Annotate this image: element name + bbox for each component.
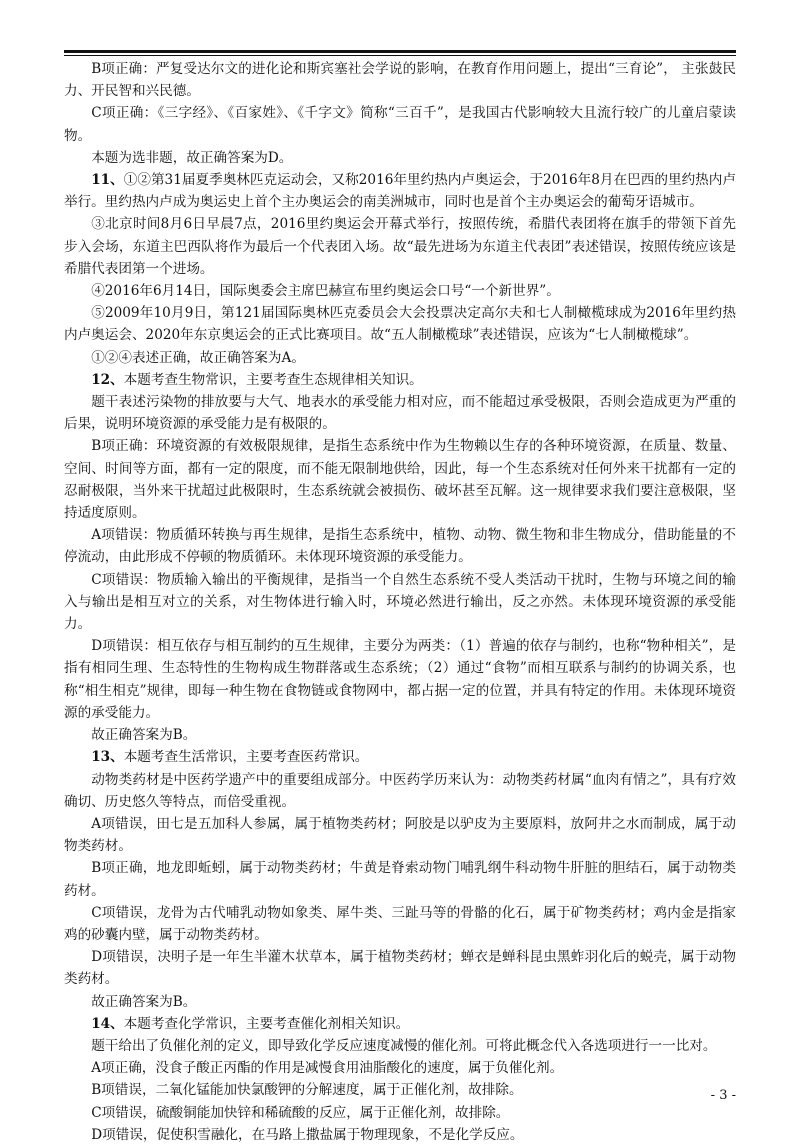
- paragraph: D项错误，决明子是一年生半灌木状草本，属于植物类药材；蝉衣是蝉科昆虫黑蚱羽化后的蜕壳，属于动物类药材。: [64, 949, 736, 988]
- page-number: - 3 -: [710, 1088, 736, 1103]
- question-12: [64, 369, 736, 391]
- paragraph: ④2016年6月14日，国际奥委会主席巴赫宣布里约奥运会口号“一个新世界”。: [91, 283, 560, 300]
- paragraph: B项正确，地龙即蚯蚓，属于动物类药材；牛黄是脊索动物门哺乳纲牛科动物牛肝脏的胆结石，属于动物类药材。: [64, 860, 736, 899]
- paragraph: A项正确，没食子酸正丙酯的作用是减慢食用油脂酸化的速度，属于负催化剂。: [91, 1060, 564, 1077]
- question-number: 11、: [91, 172, 124, 189]
- paragraph: B项错误，二氧化锰能加快氯酸钾的分解速度，属于正催化剂，故排除。: [91, 1082, 523, 1099]
- paragraph: 动物类药材是中医药学遗产中的重要组成部分。中医药学历来认为：动物类药材属“血肉有情之”，具有疗效确切、历史悠久等特点，而倍受重视。: [64, 771, 736, 810]
- question-number: 12、: [91, 371, 124, 388]
- paragraph: 题干给出了负催化剂的定义，即导致化学反应速度减慢的催化剂。可将此概念代入各选项进行一一比对。: [91, 1037, 717, 1054]
- paragraph-text: 本题考查生物常识，主要考查生态规律相关知识。: [123, 371, 423, 388]
- question-14: [64, 1013, 736, 1035]
- header-rule-thick: [64, 50, 736, 53]
- paragraph: ③北京时间8月6日早晨7点，2016里约奥运会开幕式举行，按照传统，希腊代表团将在旗手的带领下首先步入会场，东道主巴西队将作为最后一个代表团入场。故“最先进场为东道主代表团”表述错误，按照传统应该是希腊代表团第一个进场。: [64, 216, 736, 277]
- paragraph-text: 本题考查化学常识，主要考查催化剂相关知识。: [123, 1015, 410, 1032]
- paragraph: 题干表述污染物的排放要与大气、地表水的承受能力相对应，而不能超过承受极限，否则会造成更为严重的后果，说明环境资源的承受能力是有极限的。: [64, 394, 736, 433]
- paragraph: A项错误，田七是五加科人参属，属于植物类药材；阿胶是以驴皮为主要原料，放阿井之水而制成，属于动物类药材。: [64, 815, 736, 855]
- header-rule-thin: [64, 55, 736, 56]
- paragraph: ①②④表述正确，故正确答案为A。: [91, 349, 305, 366]
- paragraph: A项错误：物质循环转换与再生规律，是指生态系统中，植物、动物、微生物和非生物成分，借助能量的不停流动，由此形成不停顿的物质循环。未体现环境资源的承受能力。: [64, 527, 736, 566]
- paragraph: 故正确答案为B。: [91, 993, 197, 1010]
- paragraph: C项错误，龙骨为古代哺乳动物如象类、犀牛类、三趾马等的骨骼的化石，属于矿物类药材；鸡内金是指家鸡的砂囊内壁，属于动物类药材。: [64, 904, 736, 943]
- question-13: [64, 746, 736, 768]
- paragraph: C项错误，硫酸铜能加快锌和稀硫酸的反应，属于正催化剂，故排除。: [91, 1104, 510, 1121]
- paragraph: D项错误：相互依存与相互制约的互生规律，主要分为两类：（1）普遍的依存与制约，也称“物种相关”，是指有相同生理、生态特性的生物构成生物群落或生态系统；（2）通过“食物”而相互联系与制约的协调关系，也称“相生相克”规律，即每一种生物在食物链或食物网中，都占据一定的位置，并具有特定的作用。未体现环境资源的承受能力。: [64, 638, 736, 721]
- paragraph: B项正确：严复受达尔文的进化论和斯宾塞社会学说的影响，在教育作用问题上，提出“三育论”， 主张鼓民力、开民智和兴民德。: [64, 61, 736, 100]
- question-number: 13、: [91, 749, 124, 766]
- paragraph: ⑤2009年10月9日，第121届国际奥林匹克委员会大会投票决定高尔夫和七人制橄榄球成为2016年里约热内卢奥运会、2020年东京奥运会的正式比赛项目。故“五人制橄榄球”表述错误，应该为“七人制橄榄球”。: [64, 305, 736, 344]
- paragraph: C项错误：物质输入输出的平衡规律，是指当一个自然生态系统不受人类活动干扰时，生物与环境之间的输入与输出是相互对立的关系，对生物体进行输入时，环境必然进行输出，反之亦然。未体现环境资源的承受能力。: [64, 571, 736, 633]
- paragraph: B项正确：环境资源的有效极限规律，是指生态系统中作为生物赖以生存的各种环境资源，在质量、数量、空间、时间等方面，都有一定的限度，而不能无限制地供给，因此，每一个生态系统对任何外来干扰都有一定的忍耐极限，当外来干扰超过此极限时，生态系统就会被损伤、破坏甚至瓦解。这一规律要求我们要注意极限，坚持适度原则。: [64, 438, 736, 522]
- question-number: 14、: [91, 1015, 124, 1032]
- paragraph: C项正确：《三字经》、《百家姓》、《千字文》简称“三百千”，是我国古代影响较大且流行较广的儿童启蒙读物。: [64, 105, 736, 144]
- paragraph: 故正确答案为B。: [91, 727, 197, 744]
- paragraph: D项错误，促使积雪融化，在马路上撒盐属于物理现象，不是化学反应。: [91, 1126, 524, 1143]
- paragraph: 本题为选非题，故正确答案为D。: [91, 149, 293, 166]
- paragraph-text: 本题考查生活常识，主要考查医药常识。: [123, 749, 369, 766]
- document-body: [64, 58, 736, 1146]
- question-11: [64, 169, 736, 213]
- paragraph-text: ①②第31届夏季奥林匹克运动会，又称2016年里约热内卢奥运会，于2016年8月在巴西的里约热内卢举行。里约热内卢成为奥运史上首个主办奥运会的南美洲城市，同时也是首个主办奥运会的葡萄牙语城市。: [64, 172, 736, 211]
